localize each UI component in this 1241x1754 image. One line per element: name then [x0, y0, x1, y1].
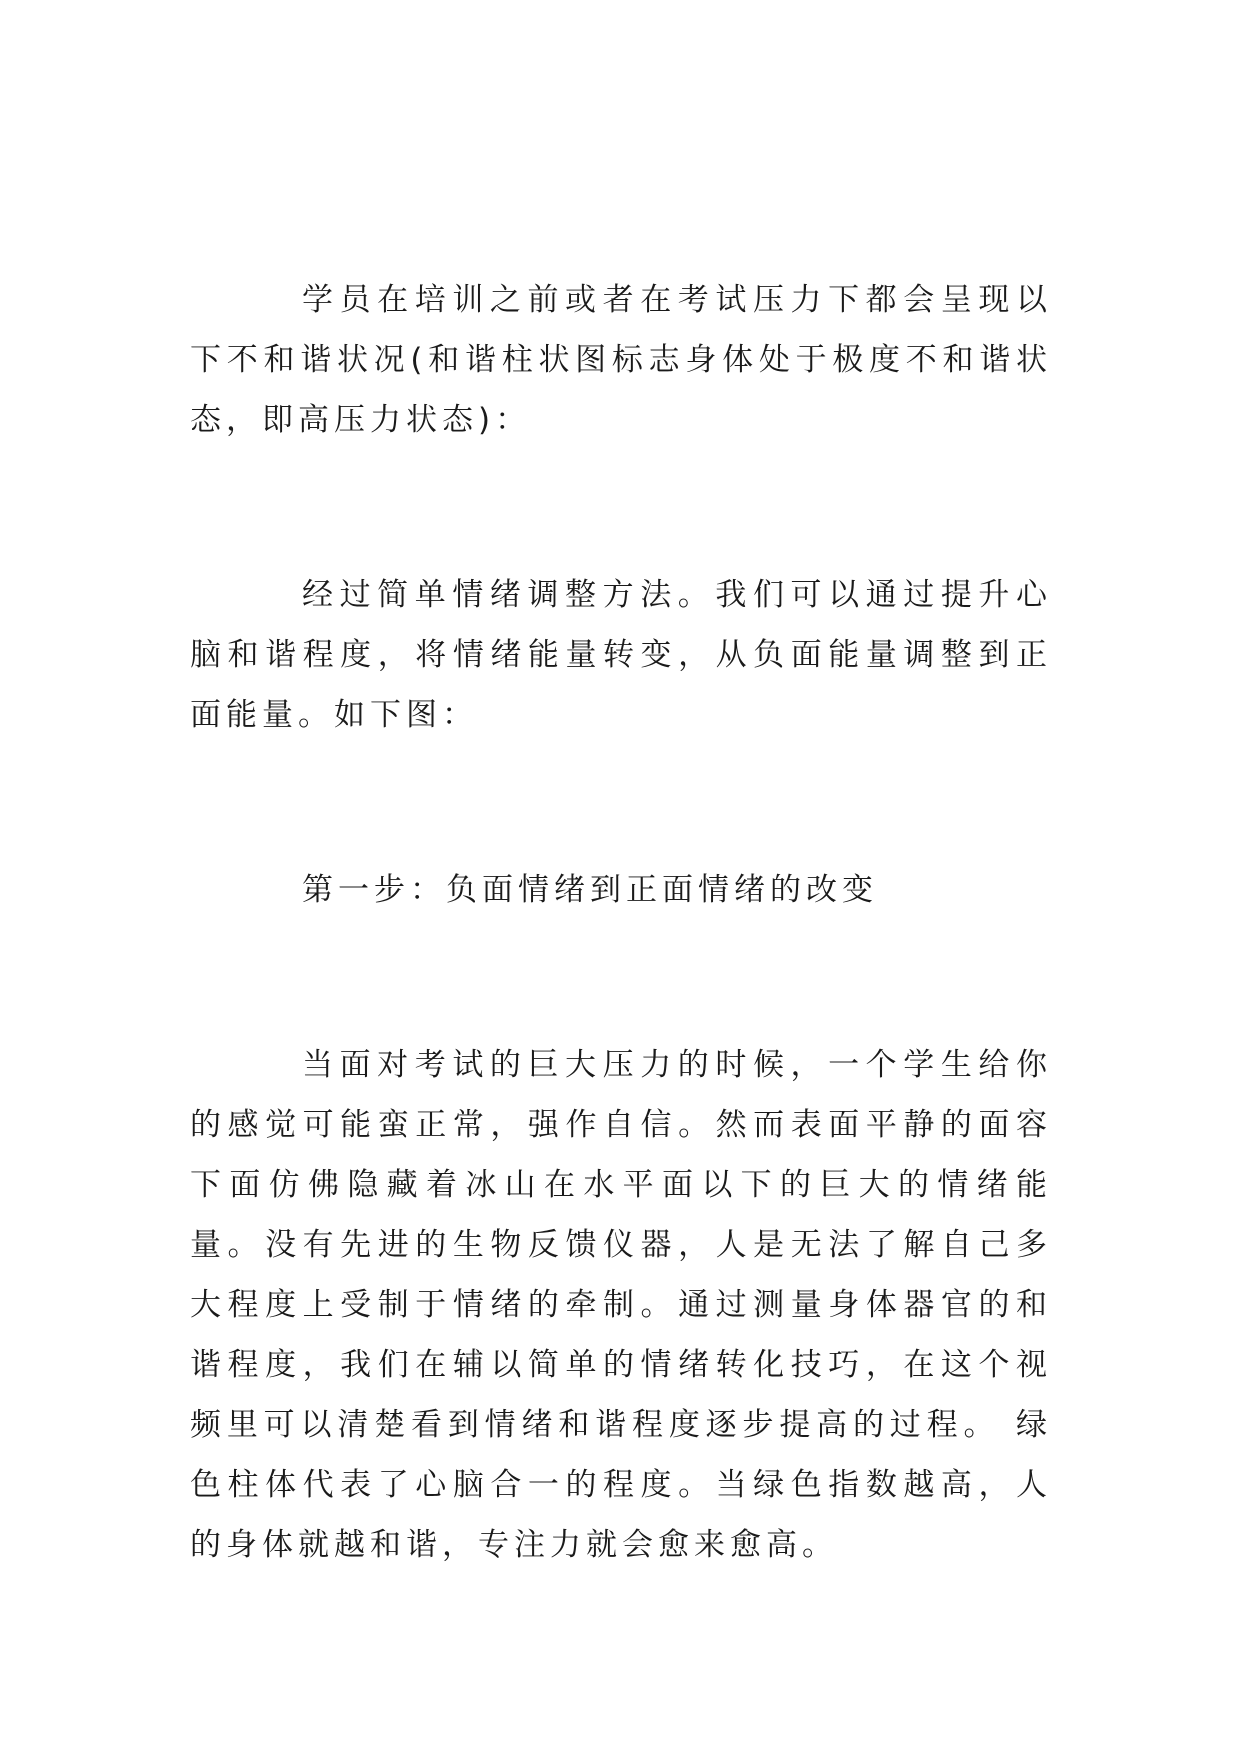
paragraph-emotion-adjustment: 经过简单情绪调整方法。我们可以通过提升心脑和谐程度，将情绪能量转变，从负面能量调整到正面能量。如下图： — [190, 577, 1052, 733]
paragraph-stress-state: 学员在培训之前或者在考试压力下都会呈现以下不和谐状况(和谐柱状图标志身体处于极度不和谐状态，即高压力状态)： — [190, 282, 1052, 438]
paragraph-step-one-heading: 第一步：负面情绪到正面情绪的改变 — [302, 872, 878, 908]
paragraph-exam-pressure: 当面对考试的巨大压力的时候，一个学生给你的感觉可能蛮正常，强作自信。然而表面平静的面容下面仿佛隐藏着冰山在水平面以下的巨大的情绪能量。没有先进的生物反馈仪器，人是无法了解自己多大程度上受制于情绪的牵制。通过测量身体器官的和谐程度，我们在辅以简单的情绪转化技巧，在这个视频里可以清楚看到情绪和谐程度逐步提高的过程。 绿色柱体代表了心脑合一的程度。当绿色指数越高，人的身体就越和谐，专注力就会愈来愈高。 — [190, 1047, 1052, 1563]
